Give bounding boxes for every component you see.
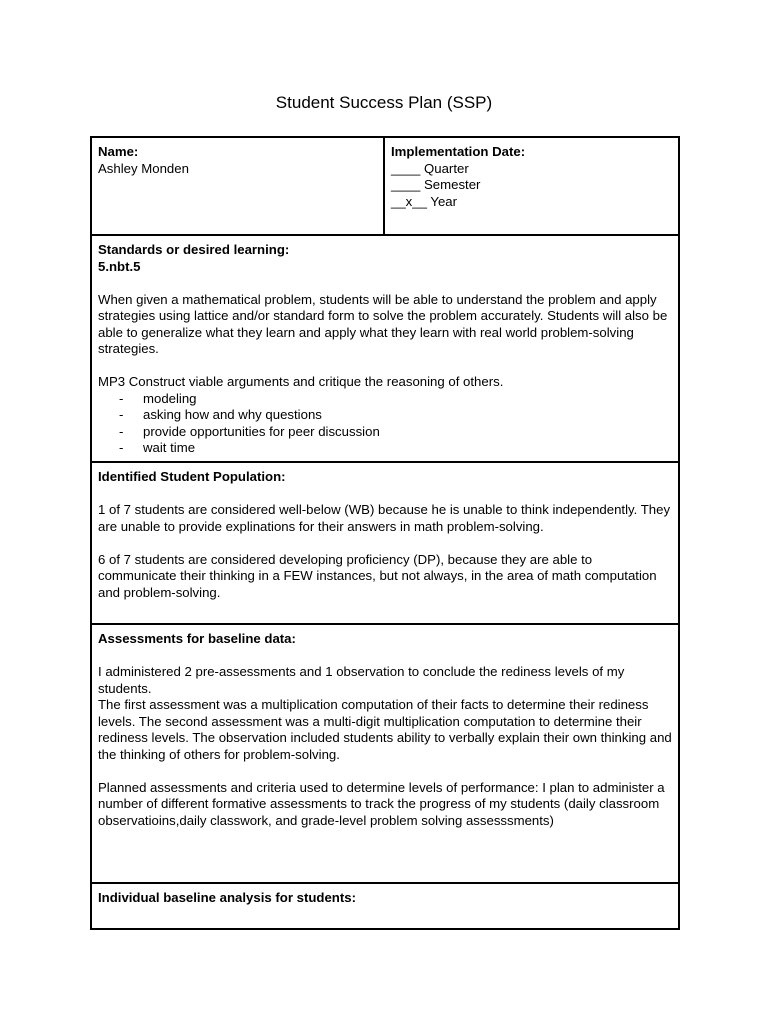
individual-row [92, 882, 678, 928]
mp3-text: MP3 Construct viable arguments and critique the reasoning of others. [98, 374, 504, 389]
name-label: Name: [98, 144, 139, 159]
implementation-date-cell [385, 138, 678, 234]
assessments-paragraph-3: Planned assessments and criteria used to determine levels of performance: I plan to administer a number of different formative assessments to track the progress of my students (daily classroom observatioins,daily classwork, and grade-level problem solving assesssments) [98, 779, 665, 828]
standards-paragraph: When given a mathematical problem, students will be able to understand the problem and apply strategies using lattice and/or standard form to solve the problem accurately. Students will also be able to generalize what they learn and apply what they learn with real world problem-solving strategies. [98, 291, 668, 356]
population-label: Identified Student Population: [98, 469, 286, 484]
strategy-list [98, 391, 672, 457]
implementation-date-label: Implementation Date: [391, 144, 526, 159]
name-value: Ashley Monden [98, 160, 189, 176]
list-item: - modeling [119, 391, 672, 408]
standards-code: 5.nbt.5 [98, 258, 141, 274]
assessments-paragraph-2: The first assessment was a multiplication computation of their facts to determine their rediness levels. The second assessment was a multi-digit multiplication computation to determine their rediness levels. The observation included students ability to verbally explain their own thinking and the thinking of others for problem-solving. [98, 697, 672, 762]
standards-label: Standards or desired learning: [98, 242, 290, 257]
ssp-table [90, 136, 680, 930]
individual-label: Individual baseline analysis for students: [98, 890, 356, 905]
list-item: - provide opportunities for peer discussion [119, 424, 672, 441]
name-cell [92, 138, 385, 234]
name-date-row [92, 138, 678, 234]
population-paragraph-2: 6 of 7 students are considered developing proficiency (DP), because they are able to communicate their thinking in a FEW instances, but not always, in the area of math computation and problem-solving. [98, 551, 657, 600]
option-quarter: ____ Quarter [391, 160, 469, 176]
option-year: __x__ Year [391, 193, 458, 209]
assessments-row [92, 623, 678, 882]
page-title: Student Success Plan (SSP) [275, 93, 493, 112]
list-item: - wait time [119, 440, 672, 457]
option-semester: ____ Semester [391, 177, 481, 192]
assessments-paragraph-1: I administered 2 pre-assessments and 1 observation to conclude the rediness levels of my students. [98, 664, 625, 696]
standards-row [92, 234, 678, 461]
population-row [92, 461, 678, 623]
list-item: - asking how and why questions [119, 407, 672, 424]
population-paragraph-1: 1 of 7 students are considered well-below (WB) because he is unable to think independently. They are unable to provide explinations for their answers in math problem-solving. [98, 502, 671, 534]
assessments-label: Assessments for baseline data: [98, 631, 296, 646]
